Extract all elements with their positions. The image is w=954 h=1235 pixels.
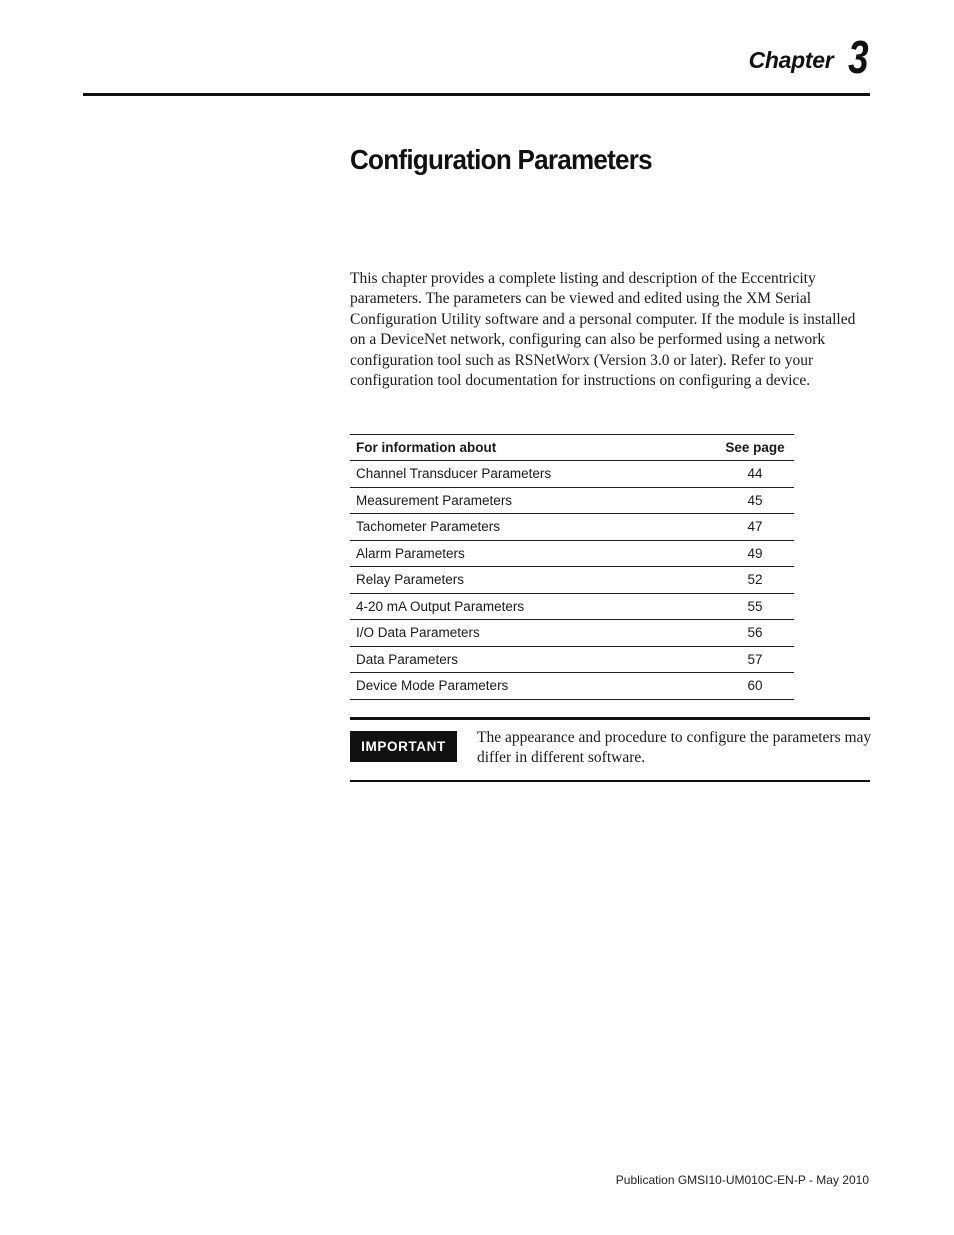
table-row: [350, 461, 794, 488]
header-rule: [83, 93, 870, 96]
page-title: Configuration Parameters: [350, 144, 652, 175]
chapter-label: Chapter: [748, 47, 834, 73]
page-cell: 47: [716, 514, 794, 541]
chapter-heading: [748, 31, 869, 83]
topic-cell: Device Mode Parameters: [350, 673, 716, 700]
page-cell: 49: [716, 540, 794, 567]
topic-cell: Relay Parameters: [350, 567, 716, 594]
page-cell: 52: [716, 567, 794, 594]
topic-cell: Channel Transducer Parameters: [350, 461, 716, 488]
page-cell: 56: [716, 620, 794, 647]
topics-table: [350, 434, 794, 700]
table-row: [350, 487, 794, 514]
page-cell: 44: [716, 461, 794, 488]
intro-paragraph: This chapter provides a complete listing and description of the Eccentricity parameters. The parameters can be viewed and edited using the XM Serial Configuration Utility software and a personal computer. If the module is installed on a DeviceNet network, configuring can also be performed using a network configuration tool such as RSNetWorx (Version 3.0 or later). Refer to your configuration tool documentation for instructions on configuring a device.: [350, 270, 856, 390]
topic-cell: Tachometer Parameters: [350, 514, 716, 541]
table-row: [350, 540, 794, 567]
topic-cell: Alarm Parameters: [350, 540, 716, 567]
page-cell: 45: [716, 487, 794, 514]
important-note-text: The appearance and procedure to configure the parameters may differ in different software.: [477, 729, 872, 767]
table-row: [350, 567, 794, 594]
topic-cell: Data Parameters: [350, 646, 716, 673]
important-badge: IMPORTANT: [350, 731, 457, 762]
table-row: [350, 593, 794, 620]
table-row: [350, 646, 794, 673]
callout-rule-top: [350, 717, 870, 720]
table-header-row: [350, 435, 794, 461]
topic-cell: Measurement Parameters: [350, 487, 716, 514]
column-header-page: See page: [716, 435, 794, 461]
page-cell: 57: [716, 646, 794, 673]
page-cell: 60: [716, 673, 794, 700]
page-cell: 55: [716, 593, 794, 620]
chapter-number: 3: [848, 31, 869, 83]
topic-cell: I/O Data Parameters: [350, 620, 716, 647]
table-row: [350, 673, 794, 700]
publication-footer: Publication GMSI10-UM010C-EN-P - May 2010: [615, 1173, 869, 1187]
callout-rule-bottom: [350, 780, 870, 782]
topic-cell: 4-20 mA Output Parameters: [350, 593, 716, 620]
table-row: [350, 620, 794, 647]
table-row: [350, 514, 794, 541]
column-header-topic: For information about: [350, 435, 716, 461]
